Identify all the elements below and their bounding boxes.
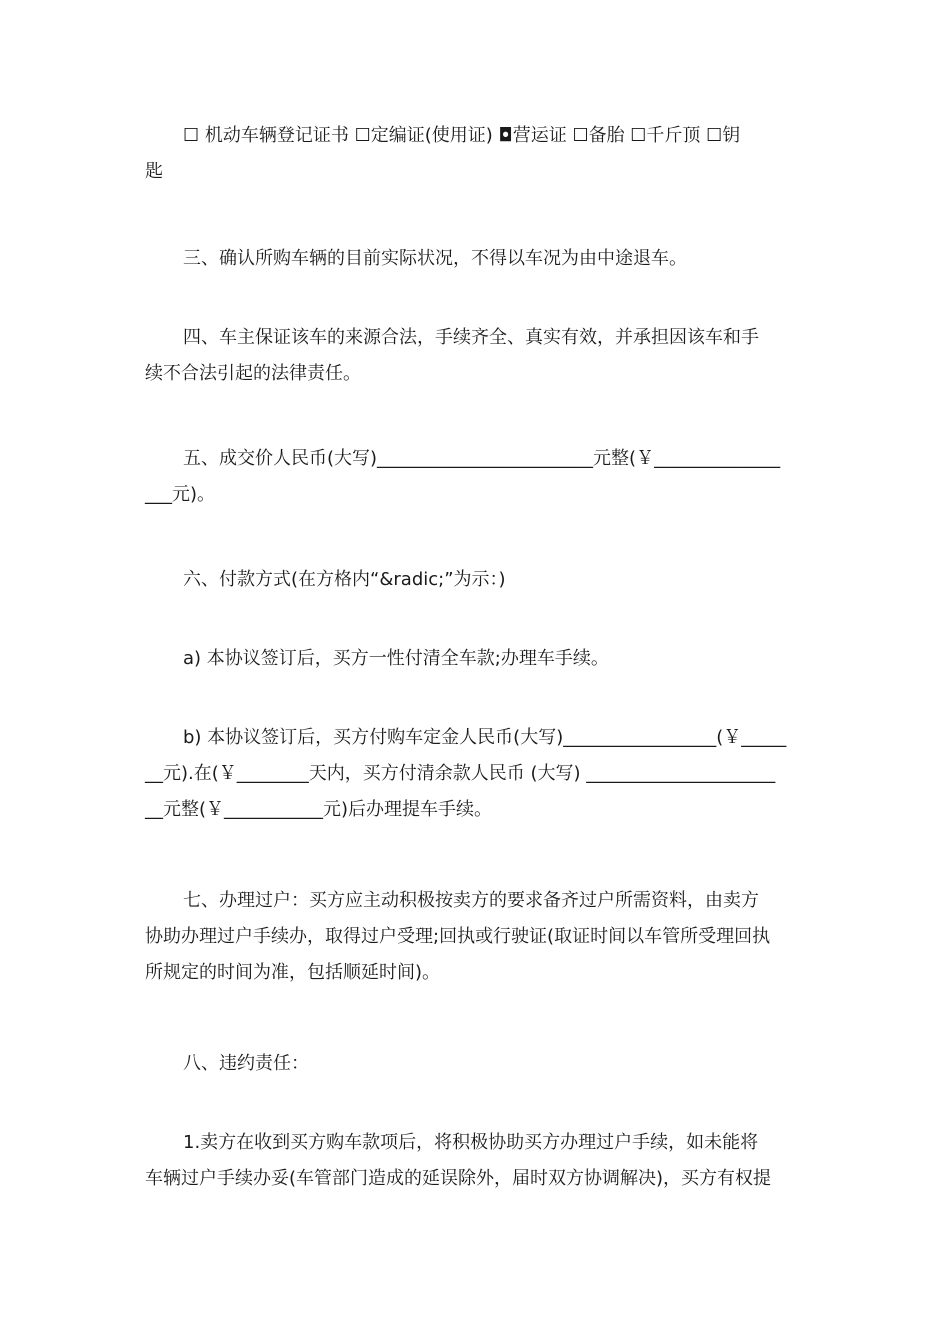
text-line: __元整(￥___________元)后办理提车手续。	[145, 799, 493, 820]
text-line: 七、办理过户：买方应主动积极按卖方的要求备齐过户所需资料，由卖方	[183, 890, 759, 911]
clause-three	[145, 241, 810, 277]
text-line: ☐ 机动车辆登记证书 ☐定编证(使用证) ◘营运证 ☐备胎 ☐千斤顶 ☐钥	[183, 125, 741, 146]
text-line: ___元)。	[145, 484, 216, 505]
clause-six	[145, 562, 810, 598]
text-line: 四、车主保证该车的来源合法，手续齐全、真实有效，并承担因该车和手	[183, 327, 759, 348]
text-line: 协助办理过户手续办，取得过户受理;回执或行驶证(取证时间以车管所受理回执	[145, 926, 771, 947]
text-line: 三、确认所购车辆的目前实际状况，不得以车况为由中途退车。	[183, 248, 687, 269]
payment-option-b	[145, 720, 810, 828]
checklist-paragraph	[145, 118, 810, 190]
text-line: 车辆过户手续办妥(车管部门造成的延误除外，届时双方协调解决)，买方有权提	[145, 1168, 772, 1189]
text-line: __元).在(￥________天内，买方付清余款人民币 (大写) _____________________	[145, 763, 776, 784]
clause-eight-item-one	[145, 1125, 810, 1197]
text-line: 1.卖方在收到买方购车款项后，将积极协助买方办理过户手续，如未能将	[183, 1132, 759, 1153]
text-line: b) 本协议签订后，买方付购车定金人民币(大写)_________________(￥_____	[183, 727, 787, 748]
text-line: 所规定的时间为准，包括顺延时间)。	[145, 962, 441, 983]
clause-eight-heading	[145, 1046, 810, 1082]
text-line: a) 本协议签订后，买方一性付清全车款;办理车手续。	[183, 648, 609, 669]
clause-four	[145, 320, 810, 392]
text-line: 五、成交价人民币(大写)________________________元整(￥______________	[183, 448, 781, 469]
text-line: 八、违约责任：	[183, 1053, 309, 1074]
clause-five	[145, 441, 810, 513]
text-line: 六、付款方式(在方格内“&radic;”为示：)	[183, 569, 506, 590]
clause-seven	[145, 883, 810, 991]
text-line: 续不合法引起的法律责任。	[145, 363, 361, 384]
payment-option-a	[145, 641, 810, 677]
text-line: 匙	[145, 161, 163, 182]
